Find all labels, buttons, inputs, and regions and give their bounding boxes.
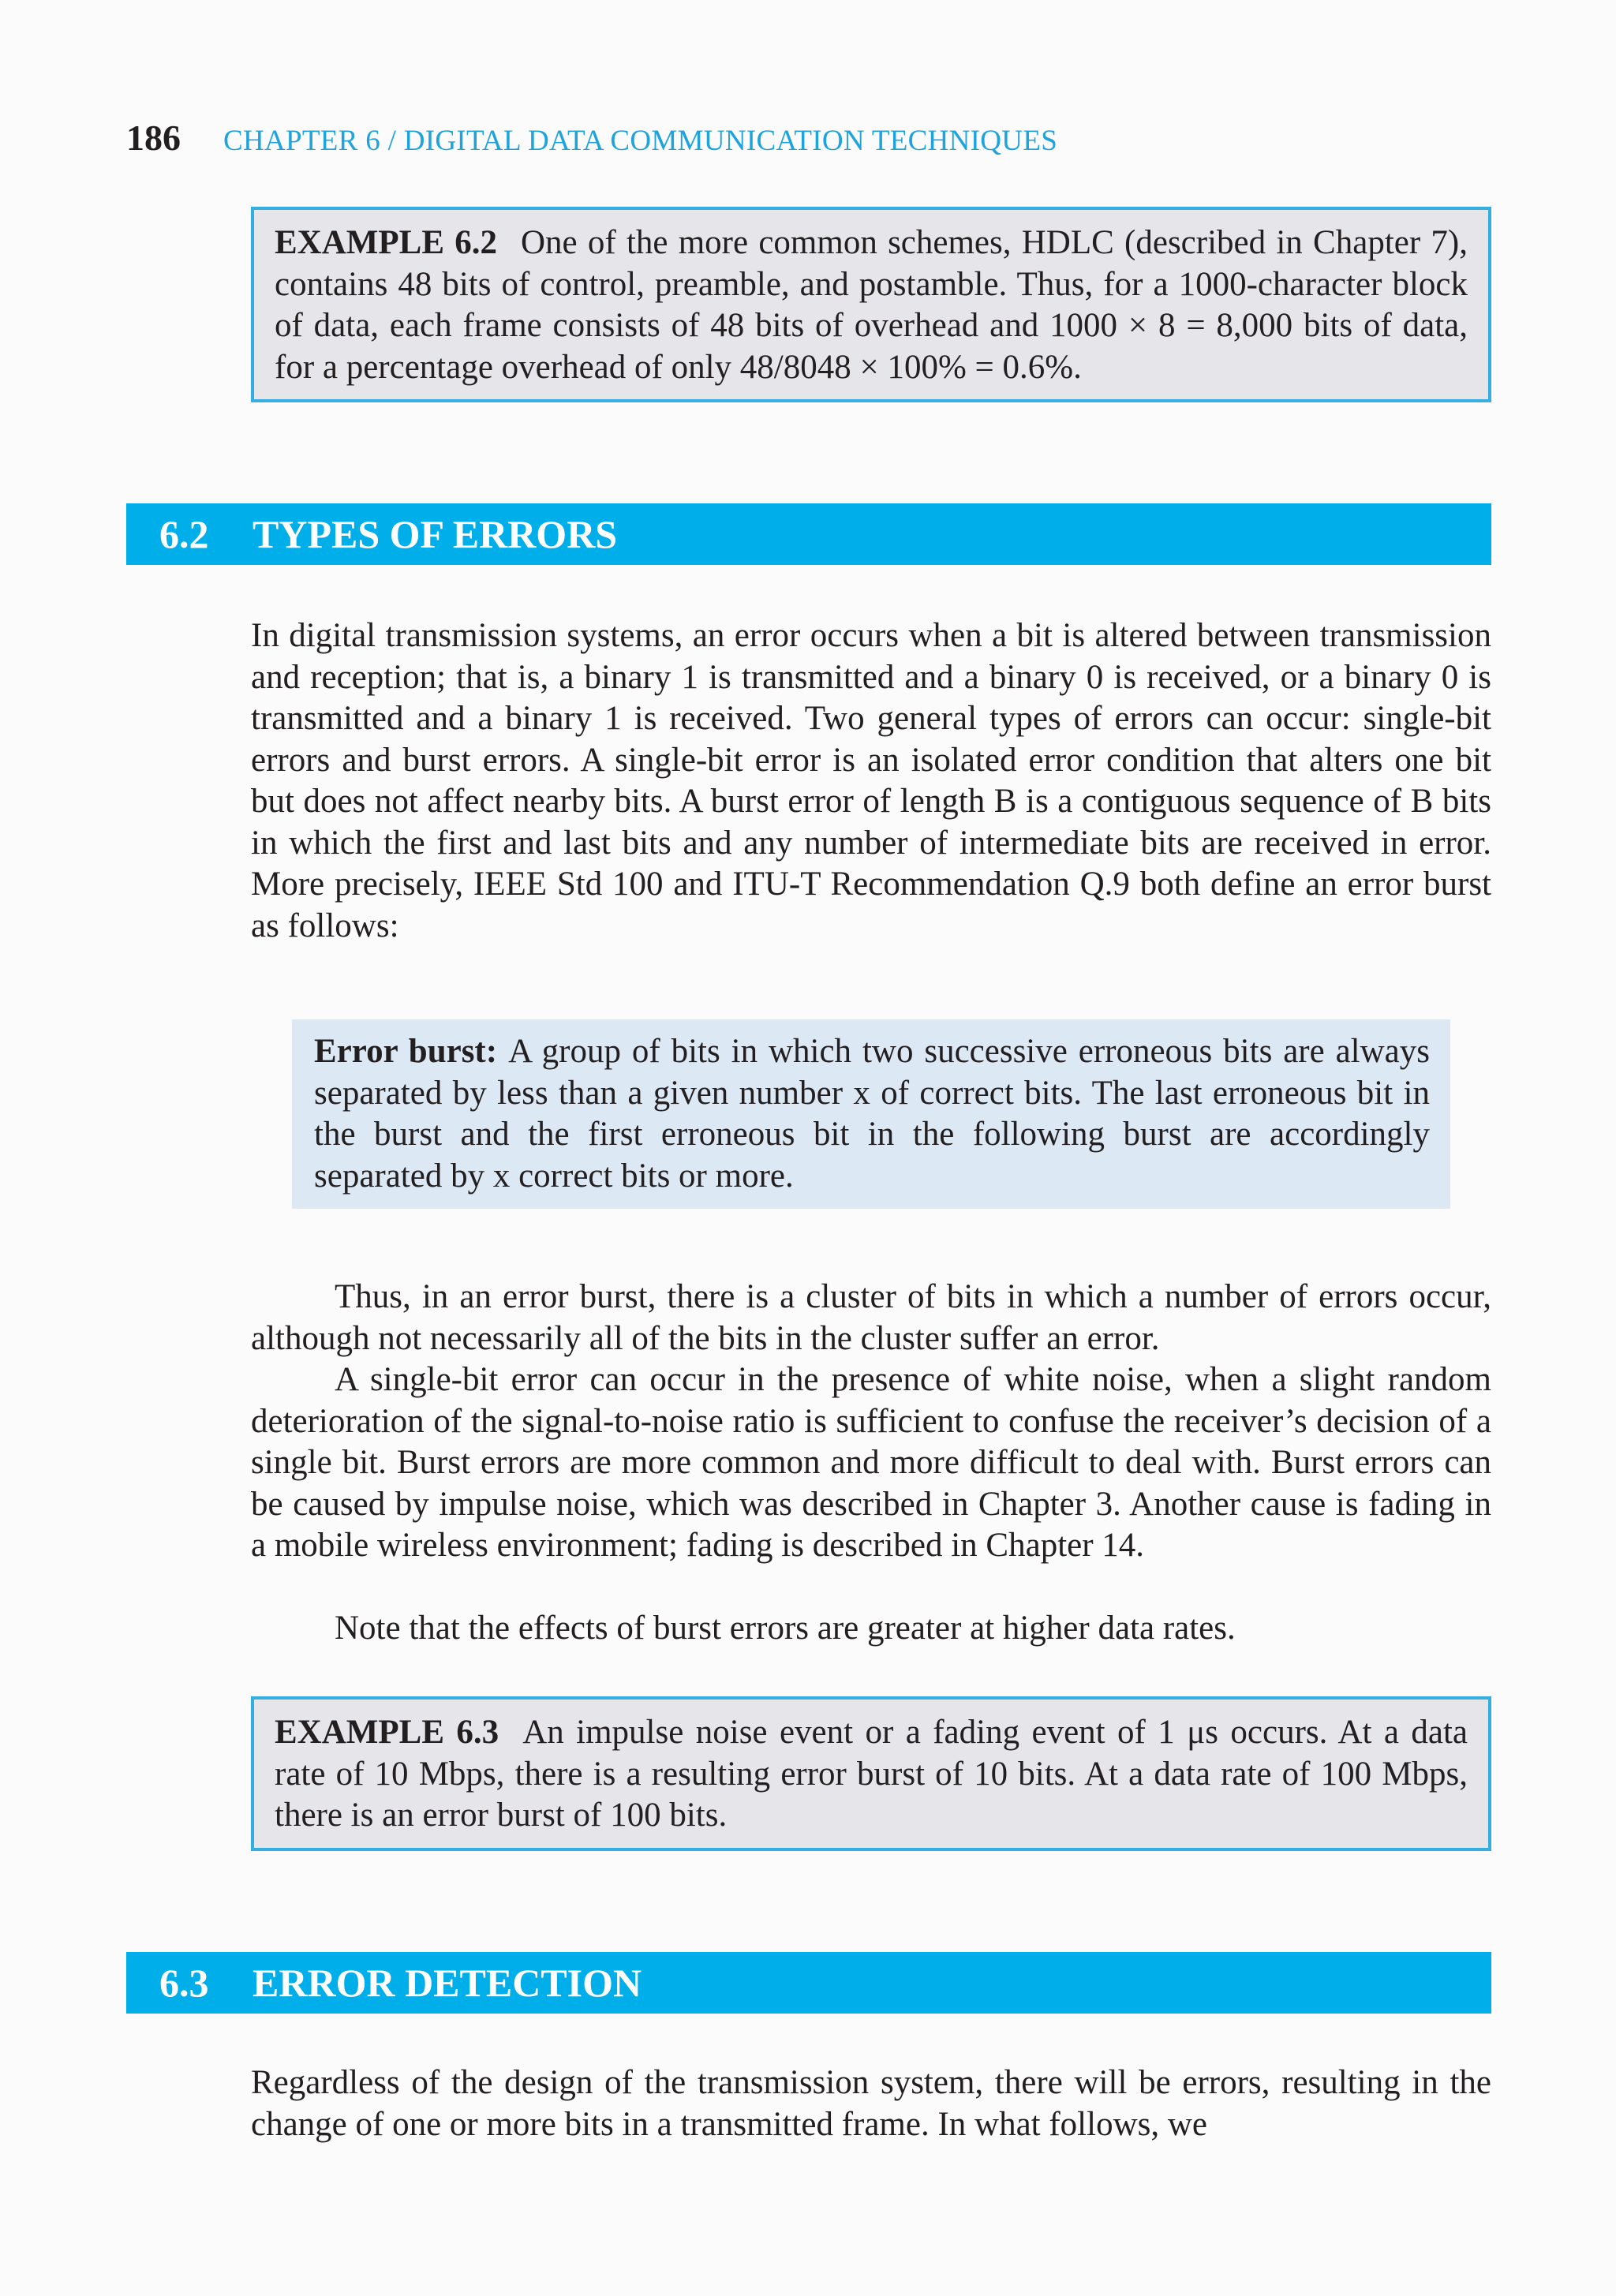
body-paragraph: Note that the effects of burst errors are greater at higher data rates. <box>335 1610 1236 1647</box>
body-paragraph: Thus, in an error burst, there is a cluster of bits in which a number of errors occur, although not necessarily all of the bits in the cluster suffer an error. <box>251 1278 1491 1357</box>
error-detection-paragraph: Regardless of the design of the transmission system, there will be errors, resulting in the change of one or more bits in a transmitted frame. In what follows, we <box>251 2064 1491 2143</box>
definition-text: A group of bits in which two successive erroneous bits are always separated by less than a given number x of correct bits. The last erroneous bit in the burst and the first erroneous bit in the following burst are accordingly separated by x correct bits or more. <box>314 1033 1430 1195</box>
chapter-title: CHAPTER 6 / DIGITAL DATA COMMUNICATION TECHNIQUES <box>223 125 1058 157</box>
section-number: 6.3 <box>159 1961 209 2005</box>
section-heading-6-2 <box>126 503 1491 565</box>
error-burst-definition-box <box>292 1019 1450 1209</box>
example-label: EXAMPLE 6.3 <box>275 1714 499 1751</box>
example-text: An impulse noise event or a fading event of 1 μs occurs. At a data rate of 10 Mbps, there is a resulting error burst of 10 bits. At a data rate of 100 Mbps, there is an error burst of 100 bits. <box>275 1714 1468 1834</box>
section-title: TYPES OF ERRORS <box>252 512 618 556</box>
section-number: 6.2 <box>159 512 209 556</box>
definition-term: Error burst: <box>314 1033 498 1070</box>
running-head <box>126 117 1057 159</box>
body-paragraph: A single-bit error can occur in the presence of white noise, when a slight random deterioration of the signal-to-noise ratio is sufficient to confuse the receiver’s decision of a single bit. Burst errors are more common and more difficult to deal with. Burst errors can be caused by impulse noise, which was described in Chapter 3. Another cause is fading in a mobile wireless environment; fading is described in Chapter 14. <box>251 1361 1491 1564</box>
example-6-2-box <box>251 207 1491 402</box>
types-of-errors-paragraph: In digital transmission systems, an error occurs when a bit is altered between transmission and reception; that is, a binary 1 is transmitted and a binary 0 is received, or a binary 0 is transmitted and a binary 1 is received. Two general types of errors can occur: single-bit errors and burst errors. A single-bit error is an isolated error condition that alters one bit but does not affect nearby bits. A burst error of length B is a contiguous sequence of B bits in which the first and last bits and any number of intermediate bits are received in error. More precisely, IEEE Std 100 and ITU-T Recommendation Q.9 both define an error burst as follows: <box>251 617 1491 944</box>
page-number: 186 <box>126 118 181 158</box>
example-label: EXAMPLE 6.2 <box>275 224 497 261</box>
example-text: One of the more common schemes, HDLC (described in Chapter 7), contains 48 bits of control, preamble, and postamble. Thus, for a 1000-character block of data, each frame consists of 48 bits of overhead and 1000 × 8 = 8,000 bits of data, for a percentage overhead of only 48/8048 × 100% = 0.6%. <box>275 224 1468 386</box>
example-6-3-box <box>251 1696 1491 1851</box>
section-title: ERROR DETECTION <box>252 1961 642 2005</box>
section-heading-6-3 <box>126 1952 1491 2014</box>
